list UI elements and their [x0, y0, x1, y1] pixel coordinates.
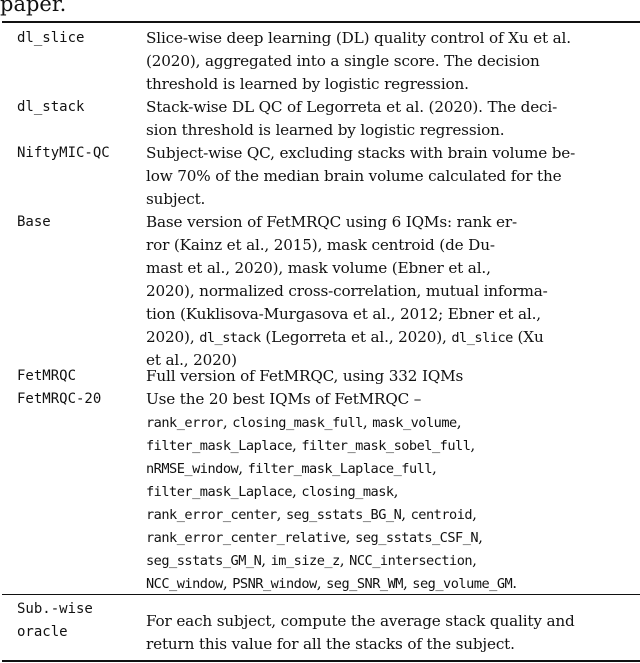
text: .	[512, 574, 517, 592]
method-name-line: Sub.-wise	[17, 601, 93, 617]
description-line	[146, 457, 517, 480]
text: 2020), normalized cross-correlation, mutual informa-	[146, 282, 548, 300]
iqm-code: seg_SNR_WM	[326, 576, 403, 592]
text: ,	[362, 413, 373, 431]
text: et al., 2020)	[146, 351, 237, 369]
text: sion threshold is learned by logistic regression.	[146, 121, 505, 139]
text: ,	[402, 574, 413, 592]
text: 2020),	[146, 328, 200, 346]
method-name-line: FetMRQC-20	[17, 391, 102, 407]
iqm-code: rank_error	[146, 415, 223, 431]
text: ,	[345, 528, 356, 546]
iqm-code: filter_mask_sobel_full	[301, 438, 471, 454]
method-name-line: Base	[17, 214, 51, 230]
text: subject.	[146, 190, 206, 208]
iqm-code: rank_error_center_relative	[146, 530, 346, 546]
description-line	[146, 526, 517, 549]
text: ,	[292, 482, 302, 500]
text: threshold is learned by logistic regression.	[146, 75, 469, 93]
iqm-code: rank_error_center	[146, 507, 277, 523]
text: ,	[401, 505, 411, 523]
description-line	[146, 633, 575, 656]
description-line	[146, 388, 517, 411]
description-line	[146, 280, 548, 303]
text: (Legorreta et al., 2020),	[260, 328, 452, 346]
description-line	[146, 142, 575, 165]
description-line	[146, 549, 517, 572]
iqm-code: filter_mask_Laplace	[146, 438, 292, 454]
text: tion (Kuklisova-Murgasova et al., 2012; Ebner et al.,	[146, 305, 541, 323]
iqm-code: dl_stack	[199, 330, 261, 346]
description-line	[146, 96, 557, 119]
text: ,	[472, 551, 477, 569]
text: ror (Kainz et al., 2015), mask centroid (de Du-	[146, 236, 495, 254]
text: ,	[222, 574, 233, 592]
text: Subject-wise QC, excluding stacks with brain volume be-	[146, 144, 576, 162]
method-description	[146, 142, 575, 211]
method-description	[146, 365, 463, 388]
iqm-code: dl_slice	[451, 330, 513, 346]
text: mast et al., 2020), mask volume (Ebner et al.,	[146, 259, 491, 277]
method-name	[17, 142, 110, 165]
text: Full version of FetMRQC, using 332 IQMs	[146, 367, 464, 385]
iqm-code: im_size_z	[270, 553, 340, 569]
description-line	[146, 119, 557, 142]
method-description	[146, 96, 557, 142]
iqm-code: PSNR_window	[232, 576, 317, 592]
method-name	[17, 365, 76, 388]
method-description	[146, 610, 575, 656]
method-name	[17, 598, 93, 644]
iqm-code: closing_mask	[301, 484, 394, 500]
description-line	[146, 188, 575, 211]
caption-tail: paper.	[0, 0, 67, 16]
text: ,	[470, 436, 476, 454]
text: Stack-wise DL QC of Legorreta et al. (2020). The deci-	[146, 98, 558, 116]
description-line	[146, 234, 548, 257]
description-line	[146, 411, 517, 434]
text: ,	[222, 413, 233, 431]
text: low 70% of the median brain volume calculated for the	[146, 167, 562, 185]
text: ,	[339, 551, 350, 569]
text: ,	[238, 459, 248, 477]
method-name	[17, 27, 84, 50]
description-line	[146, 165, 575, 188]
method-name-line: dl_stack	[17, 99, 85, 115]
text: Use the 20 best IQMs of FetMRQC –	[146, 390, 422, 408]
text: For each subject, compute the average stack quality and	[146, 612, 575, 630]
iqm-code: mask_volume	[372, 415, 457, 431]
description-line	[146, 434, 517, 457]
text: Slice-wise deep learning (DL) quality control of Xu et al.	[146, 29, 571, 47]
iqm-code: nRMSE_window	[146, 461, 239, 477]
text: Base version of FetMRQC using 6 IQMs: rank er-	[146, 213, 517, 231]
text: (2020), aggregated into a single score. The decision	[146, 52, 540, 70]
method-name-line: NiftyMIC-QC	[17, 145, 110, 161]
iqm-code: seg_volume_GM	[412, 576, 513, 592]
iqm-code: seg_sstats_CSF_N	[355, 530, 479, 546]
iqm-code: filter_mask_Laplace_full	[247, 461, 432, 477]
text: return this value for all the stacks of the subject.	[146, 635, 515, 653]
text: ,	[261, 551, 271, 569]
method-description	[146, 388, 517, 595]
description-line	[146, 503, 517, 526]
description-line	[146, 610, 575, 633]
text: ,	[292, 436, 302, 454]
description-line	[146, 303, 548, 326]
description-line	[146, 326, 548, 349]
iqm-code: NCC_intersection	[349, 553, 473, 569]
mid-rule	[2, 594, 640, 595]
method-name	[17, 96, 84, 119]
text: ,	[276, 505, 286, 523]
text: ,	[432, 459, 437, 477]
method-description	[146, 27, 571, 96]
iqm-code: seg_sstats_BG_N	[286, 507, 402, 523]
description-line	[146, 257, 548, 280]
method-name-line: FetMRQC	[17, 368, 77, 384]
text: ,	[472, 505, 477, 523]
text: ,	[456, 413, 462, 431]
description-line	[146, 480, 517, 503]
iqm-code: filter_mask_Laplace	[146, 484, 292, 500]
bottom-rule	[2, 660, 640, 662]
description-line	[146, 73, 571, 96]
iqm-code: seg_sstats_GM_N	[146, 553, 262, 569]
method-name	[17, 211, 51, 234]
description-line	[146, 27, 571, 50]
method-description	[146, 211, 548, 372]
text: (Xu	[512, 328, 544, 346]
description-line	[146, 365, 463, 388]
text: ,	[316, 574, 327, 592]
text: ,	[478, 528, 483, 546]
iqm-code: NCC_window	[146, 576, 223, 592]
top-rule	[2, 21, 640, 23]
iqm-code: centroid	[410, 507, 473, 523]
method-name-line: dl_slice	[17, 30, 85, 46]
description-line	[146, 572, 517, 595]
iqm-code: closing_mask_full	[232, 415, 363, 431]
method-name-line: oracle	[17, 624, 68, 640]
text: ,	[393, 482, 399, 500]
description-line	[146, 50, 571, 73]
method-name	[17, 388, 101, 411]
description-line	[146, 211, 548, 234]
